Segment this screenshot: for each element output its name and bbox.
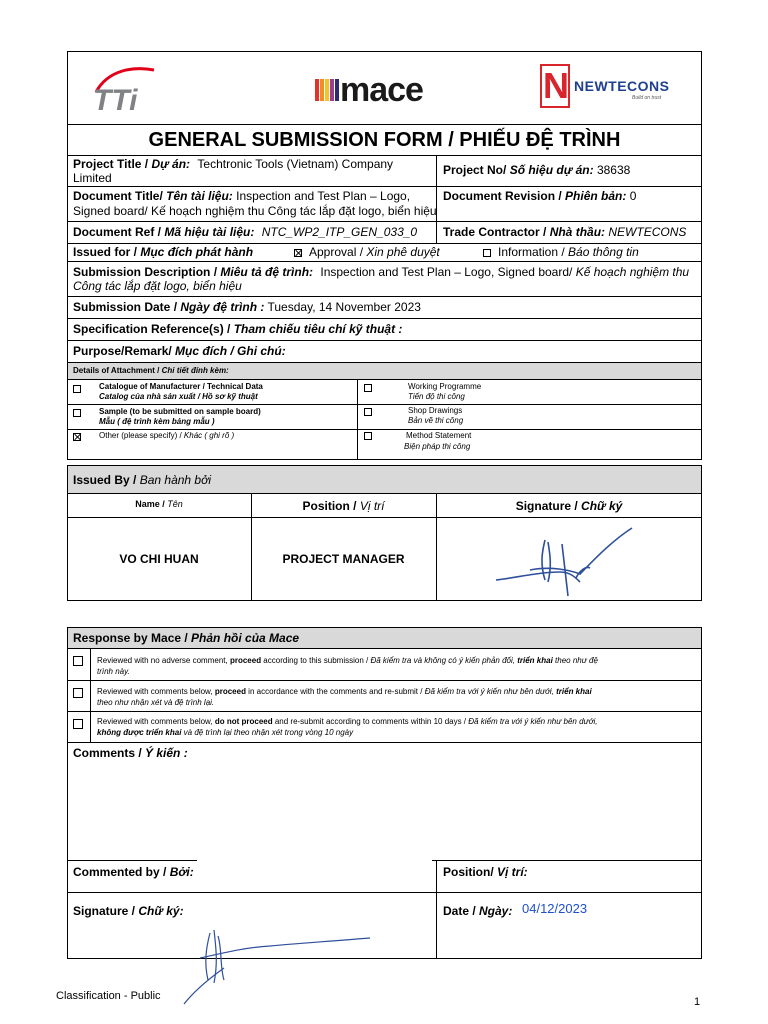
response-option-1-checkbox[interactable] bbox=[73, 656, 83, 666]
response-option-2-checkbox[interactable] bbox=[73, 688, 83, 698]
trade-contractor-field: Trade Contractor / Nhà thầu: NEWTECONS bbox=[443, 225, 687, 239]
newtecons-logo: N NEWTECONS Build on trust bbox=[540, 64, 685, 110]
information-label: Information / Báo thông tin bbox=[498, 245, 639, 259]
attachment-catalogue-label: Catalogue of Manufacturer / Technical Data bbox=[99, 382, 263, 391]
attachment-sample-label: Sample (to be submitted on sample board) bbox=[99, 407, 261, 416]
issued-by-signature-image bbox=[490, 522, 640, 598]
issued-by-name: VO CHI HUAN bbox=[119, 552, 199, 566]
attachment-shop-drawings-label-vn: Bản vẽ thi công bbox=[408, 416, 464, 425]
response-date-value: 04/12/2023 bbox=[522, 901, 588, 916]
attachment-other-label: Other (please specify) / Khác ( ghi rõ ) bbox=[99, 431, 235, 440]
attachment-method-statement-label: Method Statement bbox=[406, 431, 472, 440]
response-position-label: Position/ Vị trí: bbox=[443, 865, 528, 879]
issued-by-name-header: Name / Tên bbox=[135, 499, 183, 509]
project-no-field: Project No/ Số hiệu dự án: 38638 bbox=[443, 163, 631, 177]
classification-label: Classification - Public bbox=[56, 990, 161, 1002]
response-option-2-text-line2: theo như nhận xét và đệ trình lại. bbox=[97, 698, 215, 707]
issued-by-header: Issued By / Ban hành bởi bbox=[73, 473, 212, 487]
attachment-method-statement-label-vn: Biện pháp thi công bbox=[404, 442, 471, 451]
issued-by-position: PROJECT MANAGER bbox=[282, 552, 405, 566]
response-date-label: Date / Ngày: bbox=[443, 904, 513, 918]
response-signature-image bbox=[180, 918, 390, 1008]
issued-for-label: Issued for / Mục đích phát hành bbox=[73, 245, 254, 259]
response-option-2-text: Reviewed with comments below, proceed in accordance with the comments and re-submit / Đã kiểm tra với ý kiến như bên dưới, triển khai bbox=[97, 687, 592, 696]
submission-description-field: Submission Description / Miêu tả đệ trình: Inspection and Test Plan – Logo, Signed board/ Kế hoạch nghiệm thu bbox=[73, 265, 690, 279]
attachment-sample-label-vn: Mẫu ( đệ trình kèm bảng mẫu ) bbox=[99, 417, 215, 426]
comments-label: Comments / Ý kiến : bbox=[73, 746, 188, 760]
information-checkbox[interactable] bbox=[483, 249, 491, 257]
purpose-remark-field: Purpose/Remark/ Mục đích / Ghi chú: bbox=[73, 344, 286, 358]
attachment-catalogue-label-vn: Catalog của nhà sản xuất / Hồ sơ kỹ thuật bbox=[99, 392, 258, 401]
specification-reference-field: Specification Reference(s) / Tham chiếu tiêu chí kỹ thuật : bbox=[73, 322, 403, 336]
response-option-3-text: Reviewed with comments below, do not proceed and re-submit according to comments within 10 days / Đã kiểm tra với ý kiến như bên dưới, bbox=[97, 717, 598, 726]
document-title-field: Document Title/ Tên tài liệu: Inspection and Test Plan – Logo, bbox=[73, 189, 411, 203]
attachment-shop-drawings-label: Shop Drawings bbox=[408, 406, 463, 415]
attachment-sample-checkbox[interactable] bbox=[73, 409, 81, 417]
response-option-3-text-line2: không được triển khai và đệ trình lại theo nhận xét trong vòng 10 ngày bbox=[97, 728, 354, 737]
document-revision-field: Document Revision / Phiên bản: 0 bbox=[443, 189, 637, 203]
project-title-field: Project Title / Dự án: Techtronic Tools (Vietnam) Company bbox=[73, 157, 394, 171]
attachment-working-programme-label-vn: Tiến độ thi công bbox=[408, 392, 465, 401]
submission-description-line2: Công tác lắp đặt logo, biển hiệu bbox=[73, 279, 242, 293]
response-header: Response by Mace / Phản hồi của Mace bbox=[73, 631, 300, 645]
response-option-1-text-line2: trình này. bbox=[97, 667, 130, 676]
form-title: GENERAL SUBMISSION FORM / PHIẾU ĐỆ TRÌNH bbox=[148, 129, 621, 151]
issued-by-signature-header: Signature / Chữ ký bbox=[515, 499, 623, 513]
document-title-value-line2: Signed board/ Kế hoạch nghiệm thu Công tác lắp đặt logo, biển hiệu bbox=[73, 204, 437, 218]
response-signature-label: Signature / Chữ ký: bbox=[73, 904, 184, 918]
page-number: 1 bbox=[694, 996, 701, 1008]
commented-by-label: Commented by / Bởi: bbox=[73, 865, 194, 879]
tti-logo bbox=[88, 62, 160, 117]
approval-label: Approval / Xin phê duyệt bbox=[309, 245, 440, 259]
attachment-working-programme-checkbox[interactable] bbox=[364, 384, 372, 392]
response-option-1-text: Reviewed with no adverse comment, proceed according to this submission / Đã kiểm tra và không có ý kiến phản đối, triển khai theo như đệ bbox=[97, 656, 598, 665]
approval-checkbox[interactable] bbox=[294, 249, 302, 257]
attachment-shop-drawings-checkbox[interactable] bbox=[364, 408, 372, 416]
attachment-working-programme-label: Working Programme bbox=[408, 382, 482, 391]
mace-logo: mace bbox=[315, 70, 455, 110]
svg-text:TTi: TTi bbox=[93, 84, 138, 117]
attachment-header: Details of Attachment / Chi tiết đính kèm: bbox=[73, 366, 229, 375]
attachment-method-statement-checkbox[interactable] bbox=[364, 432, 372, 440]
submission-date-field: Submission Date / Ngày đệ trình : Tuesday, 14 November 2023 bbox=[73, 300, 421, 314]
attachment-other-checkbox[interactable] bbox=[73, 433, 81, 441]
issued-by-position-header: Position / Vị trí bbox=[302, 499, 385, 513]
attachment-catalogue-checkbox[interactable] bbox=[73, 385, 81, 393]
project-title-value-line2: Limited bbox=[73, 171, 112, 185]
document-ref-field: Document Ref / Mã hiệu tài liệu: NTC_WP2_ITP_GEN_033_0 bbox=[73, 225, 418, 239]
response-option-3-checkbox[interactable] bbox=[73, 719, 83, 729]
